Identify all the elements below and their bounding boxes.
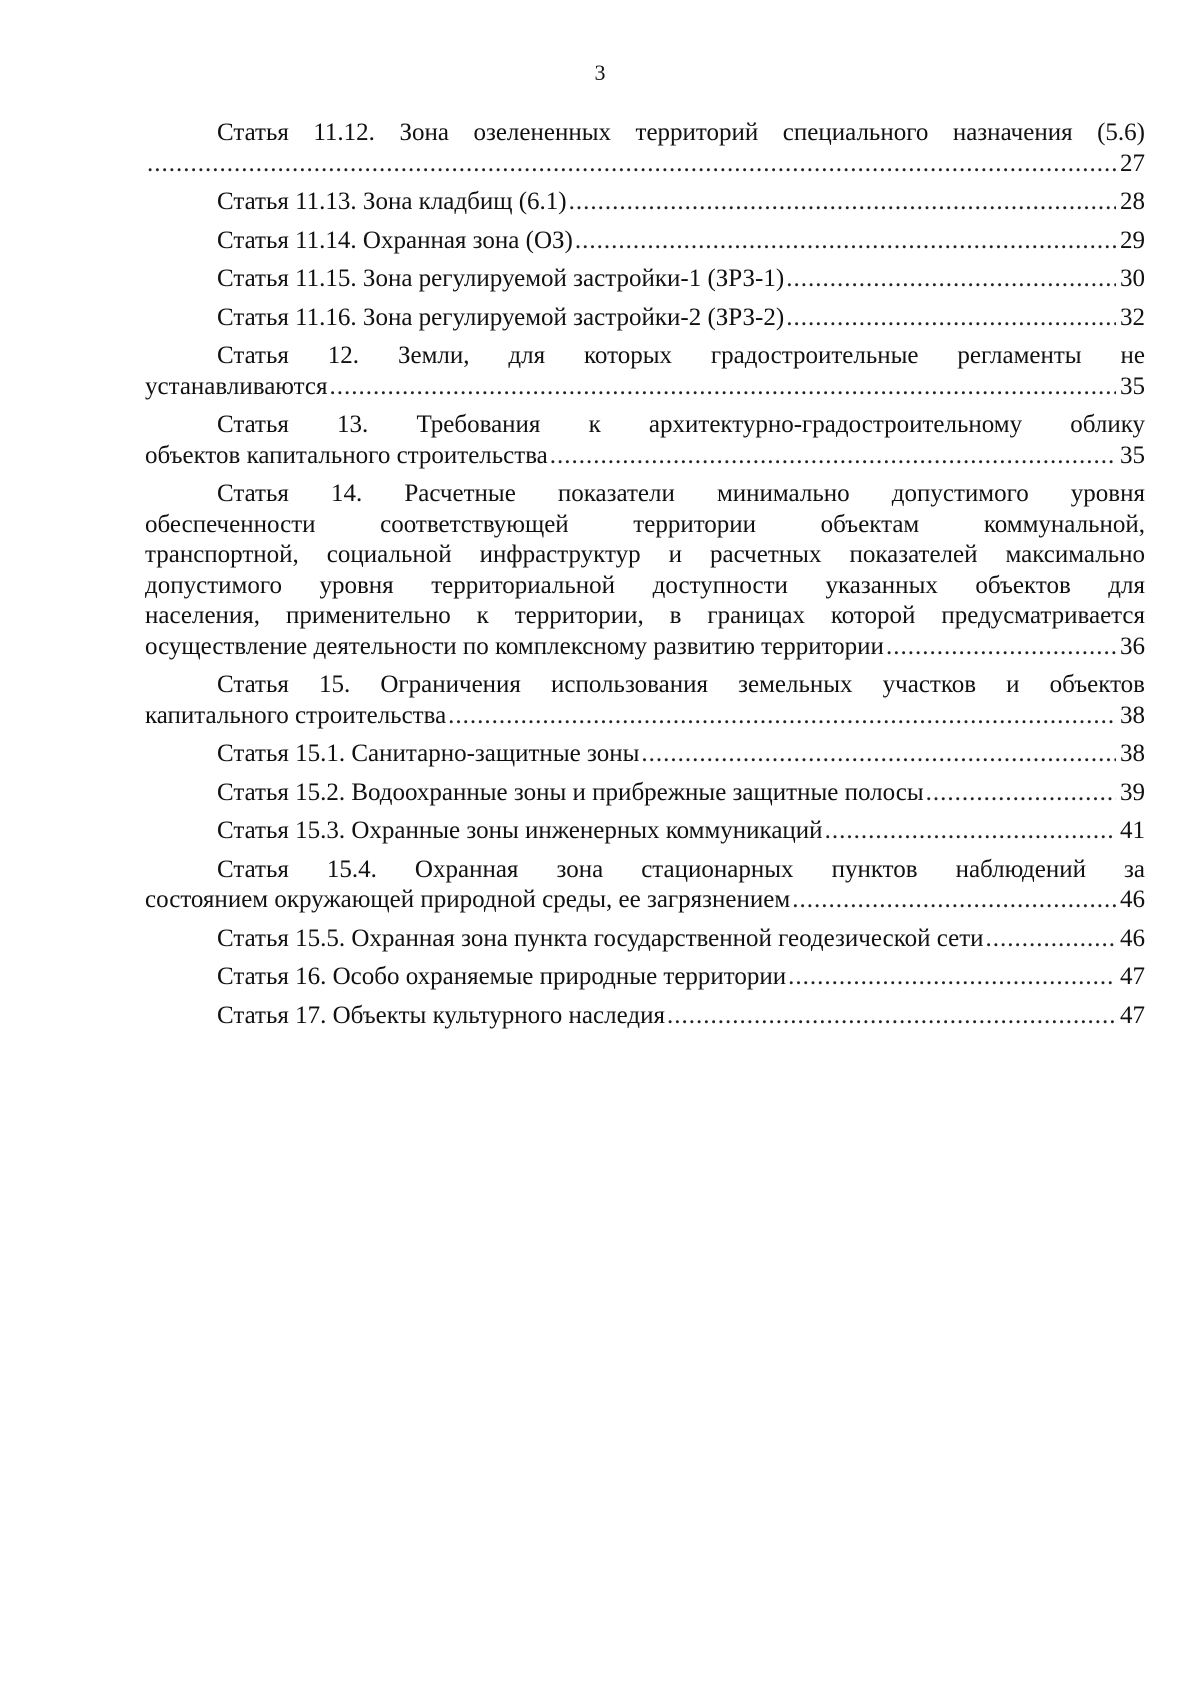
toc-entry-last-line (145, 739, 1145, 770)
dot-leader (825, 816, 1116, 847)
toc-entry[interactable] (145, 739, 1145, 770)
toc-page-number: 41 (1120, 817, 1145, 844)
toc-entry[interactable] (145, 303, 1145, 334)
toc-entry[interactable] (145, 924, 1145, 955)
toc-page-number: 39 (1120, 778, 1145, 806)
dot-leader (569, 187, 1116, 218)
dot-leader (550, 441, 1116, 472)
toc-page-number: 38 (1120, 701, 1145, 729)
toc-entry-title-text: Статья 11.16. Зона регулируемой застройки-2 (ЗРЗ-2) (217, 303, 785, 331)
toc-entry-title-line: Статья 14. Расчетные показатели минимально допустимого уровня (217, 480, 1145, 507)
toc-entry-last-line (145, 885, 1145, 916)
toc-entry-last-line (145, 303, 1145, 334)
toc-entry[interactable] (145, 226, 1145, 257)
toc-page-number: 47 (1120, 1001, 1145, 1029)
page-number: 3 (594, 60, 606, 85)
toc-page-number: 35 (1120, 372, 1145, 400)
dot-leader (788, 962, 1116, 993)
dot-leader (786, 264, 1116, 295)
toc-entry[interactable] (145, 778, 1145, 809)
toc-entry-title-text: объектов капитального строительства (145, 441, 548, 469)
toc-page-number: 32 (1120, 303, 1145, 331)
toc-entry-title-text: Статья 16. Особо охраняемые природные территории (217, 963, 787, 990)
toc-entry-title-line: обеспеченности соответствующей территории объектам коммунальной, (145, 510, 1145, 538)
toc-entry-title-line: Статья 13. Требования к архитектурно-градостроительному облику (217, 411, 1145, 438)
toc-entry-title-text: Статья 11.13. Зона кладбищ (6.1) (217, 188, 567, 215)
toc-entry-last-line (145, 226, 1145, 257)
toc-entry[interactable] (145, 855, 1145, 916)
dot-leader (786, 303, 1116, 334)
dot-leader (575, 226, 1116, 257)
toc-page-number: 29 (1120, 226, 1145, 254)
toc-entry[interactable] (145, 187, 1145, 218)
toc-entry-title-text: Статья 15.2. Водоохранные зоны и прибрежные защитные полосы (217, 778, 924, 806)
toc-page-number: 28 (1120, 188, 1145, 215)
toc-entry-title-line: допустимого уровня территориальной доступности указанных объектов для (145, 571, 1145, 599)
toc-entry-title-line: населения, применительно к территории, в границах которой предусматривается (145, 602, 1145, 629)
toc-entry-title-line: Статья 12. Земли, для которых градостроительные регламенты не (217, 342, 1145, 369)
dot-leader (886, 632, 1116, 663)
toc-page-number: 46 (1120, 886, 1145, 913)
dot-leader (667, 1001, 1116, 1032)
toc-page-number: 30 (1120, 265, 1145, 292)
toc-entry[interactable] (145, 816, 1145, 847)
toc-entry-title-text: Статья 17. Объекты культурного наследия (217, 1001, 665, 1029)
toc-entry-last-line (145, 372, 1145, 403)
toc-entry[interactable] (145, 670, 1145, 731)
toc-entry[interactable] (145, 410, 1145, 471)
toc-entry-last-line (145, 816, 1145, 847)
toc-page-number: 38 (1120, 740, 1145, 767)
dot-leader (926, 778, 1116, 809)
toc-entry-title-text: капитального строительства (145, 701, 447, 729)
toc-entry[interactable] (145, 118, 1145, 179)
toc-entry[interactable] (145, 962, 1145, 993)
toc-entry-title-line: Статья 15.4. Охранная зона стационарных пунктов наблюдений за (217, 855, 1145, 883)
dot-leader (329, 372, 1116, 403)
toc-entry-title-text: Статья 15.1. Санитарно-защитные зоны (217, 740, 640, 767)
toc-entry[interactable] (145, 341, 1145, 402)
toc-entry-last-line (145, 962, 1145, 993)
toc-entry-title-text: Статья 15.5. Охранная зона пункта государственной геодезической сети (217, 924, 984, 952)
toc-entry-title-line: Статья 11.12. Зона озелененных территорий специального назначения (5.6) (217, 119, 1145, 146)
table-of-contents (145, 118, 1145, 1039)
dot-leader (792, 885, 1116, 916)
toc-entry-title-text: состоянием окружающей природной среды, ее загрязнением (145, 886, 791, 913)
toc-entry-last-line (145, 1001, 1145, 1032)
toc-entry-last-line (145, 441, 1145, 472)
toc-entry-title-text: осуществление деятельности по комплексному развитию территории (145, 632, 884, 660)
toc-entry-last-line (145, 924, 1145, 955)
toc-entry-last-line (145, 778, 1145, 809)
toc-page-number: 46 (1120, 924, 1145, 952)
toc-entry-last-line (145, 264, 1145, 295)
toc-entry-last-line (145, 149, 1145, 180)
dot-leader (147, 149, 1116, 180)
toc-entry-title-line: транспортной, социальной инфраструктур и расчетных показателей максимально (145, 541, 1145, 568)
toc-entry-last-line (145, 701, 1145, 732)
toc-entry-title-text: Статья 11.14. Охранная зона (ОЗ) (217, 226, 573, 254)
dot-leader (641, 739, 1116, 770)
toc-page-number: 47 (1120, 963, 1145, 990)
toc-entry[interactable] (145, 264, 1145, 295)
toc-entry[interactable] (145, 1001, 1145, 1032)
toc-entry-title-text: устанавливаются (145, 372, 328, 400)
toc-page-number: 36 (1120, 632, 1145, 660)
dot-leader (986, 924, 1116, 955)
toc-entry-title-text: Статья 11.15. Зона регулируемой застройки-1 (ЗРЗ-1) (217, 265, 785, 292)
toc-entry-last-line (145, 187, 1145, 218)
toc-entry[interactable] (145, 479, 1145, 662)
toc-entry-last-line (145, 632, 1145, 663)
toc-entry-title-text: Статья 15.3. Охранные зоны инженерных коммуникаций (217, 817, 823, 844)
dot-leader (448, 701, 1116, 732)
toc-page-number: 27 (1120, 149, 1145, 177)
toc-page-number: 35 (1120, 441, 1145, 469)
toc-entry-title-line: Статья 15. Ограничения использования земельных участков и объектов (217, 671, 1145, 698)
